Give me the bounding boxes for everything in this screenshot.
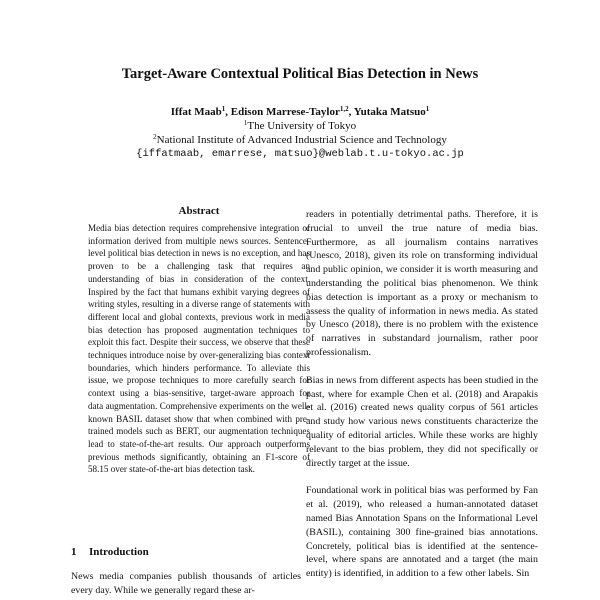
body-paragraph: Bias in news from different aspects has been studied in the past, where for example Chen et al. (2018) and Arapakis et al. (2016) created news quality corpus of 561 articles and study how various news constituents characterize the quality of editorial articles. While these works are highly relevant to the bias problem, they did not specifically or directly target at the issue. bbox=[306, 374, 538, 469]
author-emails: {iffatmaab, emarrese, matsuo}@weblab.t.u-tokyo.ac.jp bbox=[136, 148, 464, 160]
abstract-heading: Abstract bbox=[178, 205, 220, 217]
body-paragraph: Foundational work in political bias was performed by Fan et al. (2019), who released a human-annotated dataset named Bias Annotation Spans on the Informational Level (BASIL), containing 300 fine-grained bias annotations. Concretely, political bias is identified at the sentence-level, where spans are annotated and a target (the main entity) is identified, in addition to a few other labels. Sin bbox=[306, 485, 538, 580]
affiliation-text: National Institute of Advanced Industrial Science and Technology bbox=[156, 134, 447, 146]
affiliation-mark: 1 bbox=[243, 119, 248, 127]
paper-title: Target-Aware Contextual Political Bias Detection in News bbox=[121, 66, 479, 82]
author-name: Yutaka Matsuo bbox=[353, 106, 426, 118]
affiliation-mark: 2 bbox=[153, 133, 157, 141]
author-affiliation-mark: 1,2 bbox=[339, 105, 349, 113]
section-title: Introduction bbox=[89, 546, 149, 558]
right-column bbox=[306, 208, 538, 595]
intro-paragraph: News media companies publish thousands of articles every day. While we generally regard these ar- bbox=[71, 571, 301, 596]
section-heading bbox=[71, 546, 149, 558]
author-list: Iffat Maab$^1$, Edison Marrese-Taylor$^{1,2}$, Yutaka Matsuo$^1$ bbox=[170, 105, 430, 118]
section-number: 1 bbox=[71, 546, 77, 558]
affiliation-1 bbox=[0, 120, 600, 132]
author-name: Iffat Maab bbox=[170, 106, 222, 118]
affiliation-2 bbox=[0, 134, 600, 146]
body-paragraph: readers in potentially detrimental paths. Therefore, it is crucial to unveil the true nature of media bias. Furthermore, as all journalism contains narratives (Unesco, 2018), given its role on transforming individual and public opinion, we consider it is worth measuring and understanding the political bias phenomenon. We think bias detection is important as a proxy or mechanism to assess the quality of information in news media. As stated by Unesco (2018), there is no problem with the existence of narratives in substandard journalism, rather poor professionalism. bbox=[306, 209, 538, 358]
author-affiliation-mark: 1 bbox=[425, 105, 430, 113]
author-name: Edison Marrese-Taylor bbox=[230, 106, 340, 118]
abstract-text: Media bias detection requires comprehensive integration of information derived from multiple news sources. Sentence-level political bias detection in news is no exception, and has proven to be a challenging task that requires an understanding of bias in consideration of the context. Inspired by the fact that humans exhibit varying degrees of writing styles, resulting in a diverse range of statements with different local and global contexts, previous work in media bias detection has proposed augmentation techniques to exploit this fact. Despite their success, we observe that these techniques introduce noise by over-generalizing bias context boundaries, which hinders performance. To alleviate this issue, we propose techniques to more carefully search for context using a bias-sensitive, target-aware approach for data augmentation. Comprehensive experiments on the well-known BASIL dataset show that when combined with pre-trained models such as BERT, our augmentation techniques lead to state-of-the-art results. Our approach outperforms previous methods significantly, obtaining an F1-score of 58.15 over state-of-the-art bias detection task. bbox=[88, 223, 310, 475]
author-affiliation-mark: 1 bbox=[221, 105, 226, 113]
affiliation-text: The University of Tokyo bbox=[247, 120, 357, 132]
